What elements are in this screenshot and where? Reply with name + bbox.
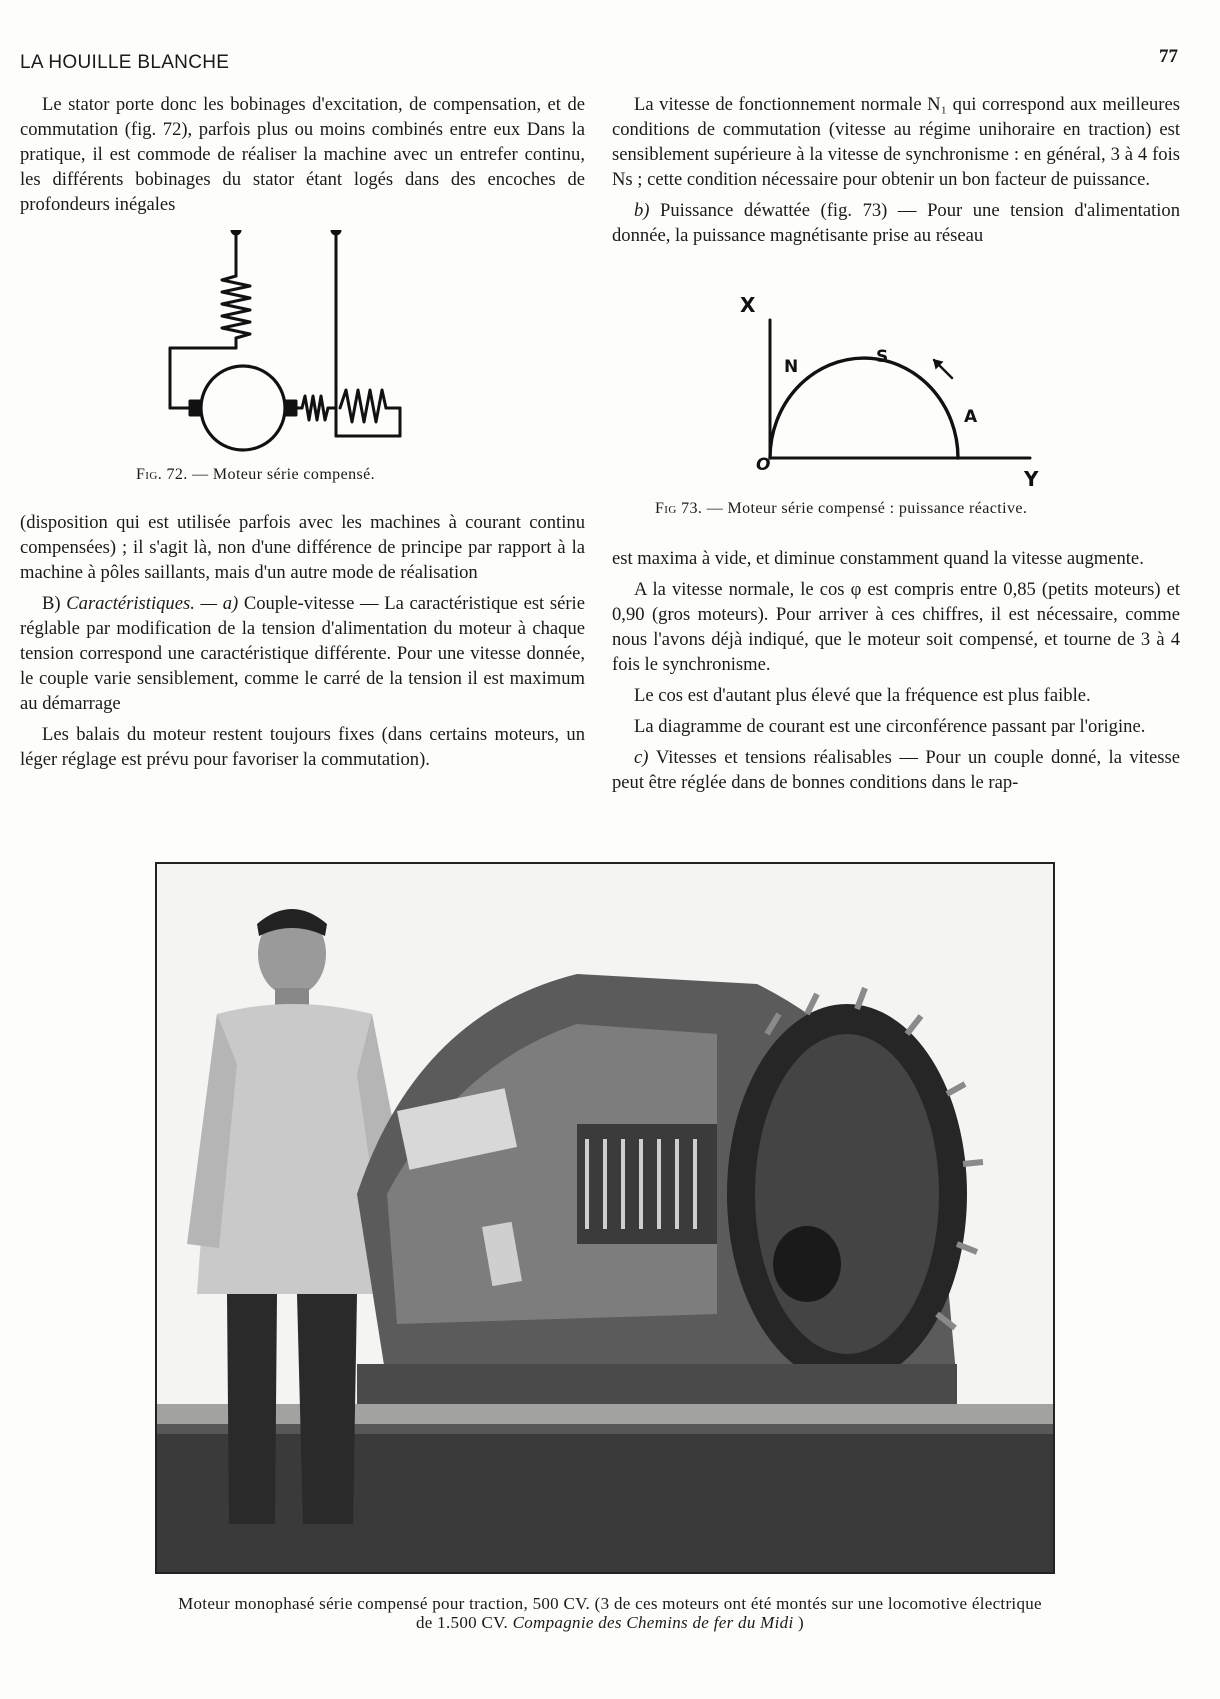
motor-photo-illustration — [157, 864, 1053, 1572]
paragraph — [612, 198, 1180, 248]
motor-figure — [357, 974, 983, 1404]
paragraph-text: Couple-vitesse — La caractéristique est série réglable par modification de la tension d'alimentation du moteur à chaque tension correspond une caractéristique différente. Pour une vitesse donnée, le couple varie sensiblement, comme le carré de la tension il est maximum au démarrage — [20, 593, 585, 714]
fig73-caption — [655, 500, 1027, 518]
photo-caption — [40, 1594, 1180, 1632]
left-column-top — [20, 92, 585, 223]
motor-photograph — [155, 862, 1055, 1574]
paragraph: Le cos est d'autant plus élevé que la fréquence est plus faible. — [634, 685, 1091, 706]
paragraph: (disposition qui est utilisée parfois avec les machines à courant continu compensées) ; il s'agit là, non d'une différence de principe par rapport à la machine à pôles saillants, mais d'un autre mode de réalisation — [20, 512, 585, 583]
paragraph — [612, 745, 1180, 795]
fig73-diagram — [740, 290, 1070, 490]
axis-y-label: Y — [1024, 467, 1039, 490]
photo-caption-italic: Compagnie des Chemins de fer du Midi — [512, 1613, 794, 1632]
paragraph: A la vitesse normale, le cos φ est compris entre 0,85 (petits moteurs) et 0,90 (gros moteurs). Pour arriver à ces chiffres, il est nécessaire, comme nous l'avons déjà indiqué, que le moteur soit compensé, et tourne de 3 à 4 fois le synchronisme. — [612, 579, 1180, 675]
fig72-circuit-diagram — [160, 230, 450, 460]
fig73-caption-text: — Moteur série compensé : puissance réactive. — [706, 500, 1028, 517]
paragraph: est maxima à vide, et diminue constamment quand la vitesse augmente. — [612, 548, 1144, 569]
fig72-label: Fig. 72. — [136, 466, 188, 483]
paragraph — [20, 591, 585, 716]
paragraph: Le stator porte donc les bobinages d'excitation, de compensation, et de commutation (fig. 72), parfois plus ou moins combinés entre eux Dans la pratique, il est commode de réaliser la machine avec un entrefer continu, les différents bobinages du stator étant logés dans des encoches de profondeurs inégales — [20, 94, 585, 215]
paragraph: La vitesse de fonctionnement normale N₁ qui correspond aux meilleures conditions de commutation (vitesse au régime unihoraire en traction) est sensiblement supérieure à la vitesse de synchronisme : en général, 3 à 4 fois Ns ; cette condition nécessaire pour obtenir un bon facteur de puissance. — [612, 94, 1180, 190]
paragraph: Les balais du moteur restent toujours fixes (dans certains moteurs, un léger réglage est prévu pour favoriser la commutation). — [20, 724, 585, 770]
fig72-caption — [136, 466, 375, 484]
section-title: b) — [634, 200, 650, 221]
paragraph: La diagramme de courant est une circonférence passant par l'origine. — [634, 716, 1146, 737]
fig73-label: Fig 73. — [655, 500, 703, 517]
section-title: c) — [634, 747, 656, 768]
origin-label: O — [756, 455, 771, 475]
right-column-top — [612, 92, 1180, 254]
running-header: LA HOUILLE BLANCHE — [20, 52, 230, 73]
paragraph-text: Vitesses et tensions réalisables — Pour un couple donné, la vitesse peut être réglée dans de bonnes conditions dans le rap- — [612, 747, 1180, 793]
photo-caption-plain: de 1.500 CV. — [415, 1613, 513, 1632]
photo-caption-end: ) — [793, 1613, 805, 1632]
photo-caption-line1: Moteur monophasé série compensé pour traction, 500 CV. (3 de ces moteurs ont été montés sur une locomotive électrique — [178, 1594, 1042, 1613]
right-column-bottom — [612, 546, 1180, 801]
page-number: 77 — [1159, 46, 1178, 67]
axis-x-label: X — [740, 293, 756, 317]
paragraph-text: Puissance déwattée (fig. 73) — Pour une tension d'alimentation donnée, la puissance magnétisante prise au réseau — [612, 200, 1180, 246]
point-a-label: A — [964, 407, 978, 427]
point-n-label: N — [784, 357, 799, 377]
left-column-bottom — [20, 510, 585, 778]
fig72-caption-text: — Moteur série compensé. — [192, 466, 376, 483]
point-s-label: S — [876, 347, 889, 367]
section-title: Caractéristiques. — a) — [66, 593, 239, 614]
photo-caption-line2 — [40, 1613, 1180, 1632]
section-label: B) — [42, 593, 67, 614]
